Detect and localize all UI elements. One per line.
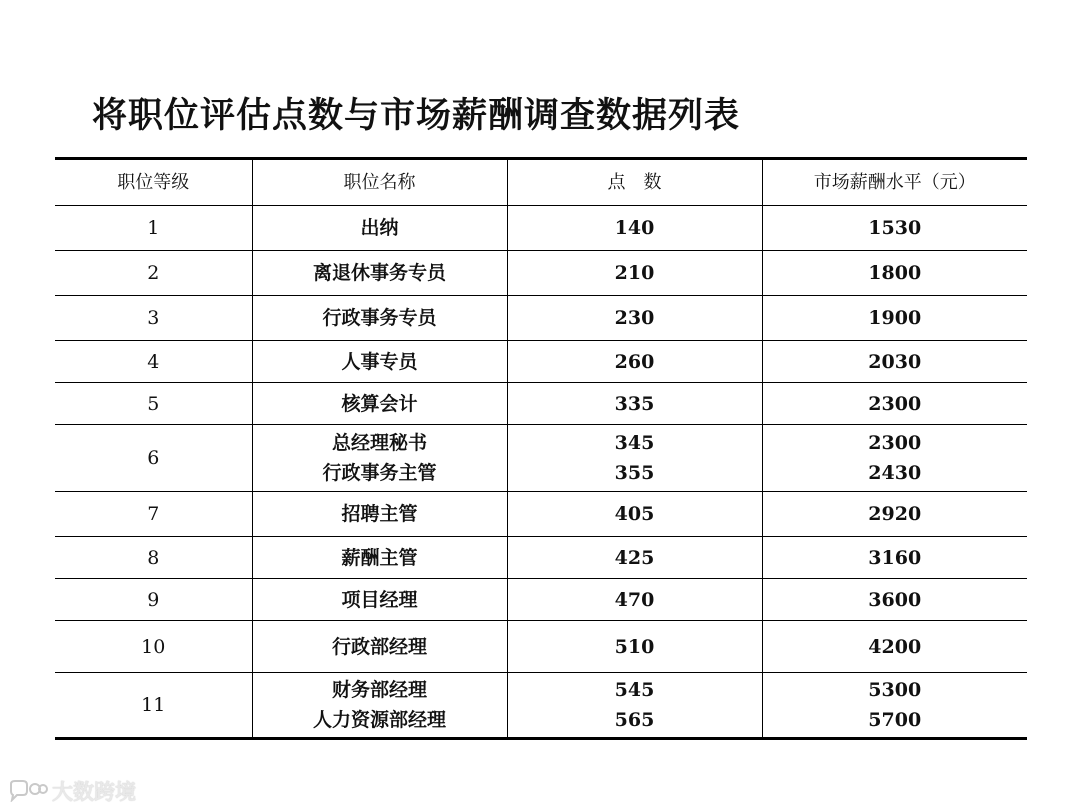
cell-level: 10 bbox=[55, 621, 252, 673]
cell-name-line: 项目经理 bbox=[341, 588, 418, 611]
cell-salary bbox=[762, 492, 1027, 537]
cell-points bbox=[507, 492, 762, 537]
cell-points-line: 470 bbox=[614, 588, 655, 611]
cell-name-line: 人事专员 bbox=[341, 350, 418, 373]
table-header-row bbox=[55, 159, 1027, 206]
table-row bbox=[55, 206, 1027, 251]
cell-salary bbox=[762, 206, 1027, 251]
cell-level: 8 bbox=[55, 537, 252, 579]
cell-name-line: 出纳 bbox=[360, 217, 399, 239]
cell-salary bbox=[762, 341, 1027, 383]
cell-salary-line: 5300 bbox=[868, 679, 922, 701]
cell-name bbox=[252, 492, 507, 537]
cell-points bbox=[507, 383, 762, 425]
cell-salary-line: 2300 bbox=[868, 392, 922, 415]
cell-name-line: 行政部经理 bbox=[331, 635, 427, 658]
cell-salary-line: 5700 bbox=[868, 709, 922, 731]
table-row bbox=[55, 492, 1027, 537]
cell-level: 5 bbox=[55, 383, 252, 425]
cell-salary bbox=[762, 425, 1027, 492]
cell-salary-line: 2030 bbox=[868, 350, 922, 373]
cell-points bbox=[507, 341, 762, 383]
cell-name-line: 离退休事务专员 bbox=[312, 262, 446, 284]
cell-salary-line: 3600 bbox=[868, 588, 922, 611]
cell-points bbox=[507, 621, 762, 673]
cell-salary bbox=[762, 383, 1027, 425]
cell-level: 4 bbox=[55, 341, 252, 383]
cell-name bbox=[252, 341, 507, 383]
table-row bbox=[55, 673, 1027, 739]
table-row bbox=[55, 251, 1027, 296]
cell-name-line: 行政事务主管 bbox=[322, 462, 437, 484]
cell-points-line: 230 bbox=[614, 307, 655, 329]
cell-name-line: 行政事务专员 bbox=[322, 307, 437, 329]
cell-level: 6 bbox=[55, 425, 252, 492]
cell-points bbox=[507, 296, 762, 341]
cell-name-line: 核算会计 bbox=[341, 392, 418, 415]
cell-level: 1 bbox=[55, 206, 252, 251]
cell-name-line: 财务部经理 bbox=[331, 679, 427, 701]
cell-points-line: 425 bbox=[614, 546, 655, 569]
cell-salary-line: 1800 bbox=[868, 262, 922, 284]
cell-points-line: 210 bbox=[614, 262, 655, 284]
header-level: 职位等级 bbox=[55, 159, 252, 206]
cell-points bbox=[507, 206, 762, 251]
cell-points bbox=[507, 251, 762, 296]
salary-table bbox=[55, 157, 1027, 740]
cell-name bbox=[252, 383, 507, 425]
cell-name-line: 薪酬主管 bbox=[341, 546, 418, 569]
cell-salary-line: 1530 bbox=[868, 217, 922, 239]
table-row bbox=[55, 425, 1027, 492]
watermark bbox=[8, 776, 136, 806]
cell-name bbox=[252, 425, 507, 492]
cell-level: 2 bbox=[55, 251, 252, 296]
cell-name bbox=[252, 537, 507, 579]
cell-points-line: 335 bbox=[614, 392, 655, 415]
cell-salary bbox=[762, 621, 1027, 673]
cell-name bbox=[252, 296, 507, 341]
cell-salary bbox=[762, 579, 1027, 621]
cell-points-line: 355 bbox=[614, 462, 655, 484]
watermark-text: 大数跨境 bbox=[52, 780, 136, 804]
speech-bubble-logo-icon bbox=[8, 780, 48, 802]
cell-points-line: 140 bbox=[614, 217, 655, 239]
cell-name bbox=[252, 251, 507, 296]
cell-salary-line: 3160 bbox=[868, 546, 922, 569]
cell-salary-line: 2920 bbox=[868, 503, 922, 525]
cell-name-line: 人力资源部经理 bbox=[312, 709, 446, 731]
table-row bbox=[55, 579, 1027, 621]
cell-points bbox=[507, 673, 762, 739]
table-row bbox=[55, 383, 1027, 425]
table-row bbox=[55, 341, 1027, 383]
cell-level: 11 bbox=[55, 673, 252, 739]
cell-salary-line: 2300 bbox=[868, 432, 922, 454]
cell-level: 9 bbox=[55, 579, 252, 621]
cell-name-line: 总经理秘书 bbox=[331, 432, 427, 454]
header-points: 点 数 bbox=[507, 159, 762, 206]
cell-points bbox=[507, 537, 762, 579]
table-body bbox=[55, 206, 1027, 739]
cell-name bbox=[252, 673, 507, 739]
cell-points bbox=[507, 425, 762, 492]
cell-salary-line: 1900 bbox=[868, 307, 922, 329]
page-title: 将职位评估点数与市场薪酬调查数据列表 bbox=[92, 96, 741, 136]
cell-points-line: 260 bbox=[614, 350, 655, 373]
cell-points-line: 545 bbox=[614, 679, 655, 701]
cell-points-line: 565 bbox=[614, 709, 655, 731]
cell-salary-line: 4200 bbox=[868, 635, 922, 658]
cell-salary-line: 2430 bbox=[868, 462, 922, 484]
cell-points-line: 345 bbox=[614, 432, 655, 454]
cell-points-line: 510 bbox=[614, 635, 655, 658]
cell-points-line: 405 bbox=[614, 503, 655, 525]
cell-salary bbox=[762, 251, 1027, 296]
cell-name bbox=[252, 206, 507, 251]
header-name: 职位名称 bbox=[252, 159, 507, 206]
cell-salary bbox=[762, 537, 1027, 579]
cell-level: 3 bbox=[55, 296, 252, 341]
cell-name-line: 招聘主管 bbox=[341, 503, 418, 525]
table-row bbox=[55, 621, 1027, 673]
header-salary: 市场薪酬水平（元） bbox=[762, 159, 1027, 206]
table-row bbox=[55, 296, 1027, 341]
table-row bbox=[55, 537, 1027, 579]
cell-points bbox=[507, 579, 762, 621]
cell-name bbox=[252, 579, 507, 621]
cell-name bbox=[252, 621, 507, 673]
cell-salary bbox=[762, 673, 1027, 739]
cell-level: 7 bbox=[55, 492, 252, 537]
cell-salary bbox=[762, 296, 1027, 341]
